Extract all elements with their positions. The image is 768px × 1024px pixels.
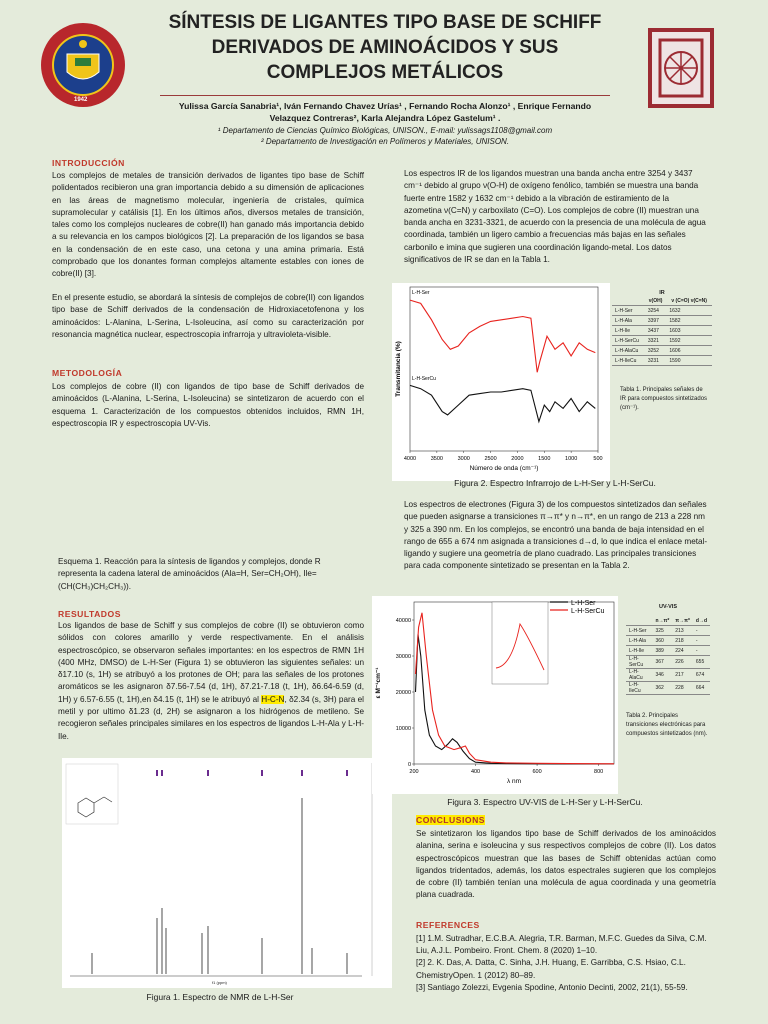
y-tick-label: 20000 [395,690,411,696]
ir-table-cell: L-H-SerCu [612,336,645,346]
ir-table-cell: L-H-Ala [612,316,645,326]
uv-table-cell: - [693,646,710,656]
y-tick-label: 30000 [395,654,411,660]
uv-paragraph: Los espectros de electrones (Figura 3) de los compuestos sintetizados dan señales que pueden asignarse a transiciones π→π* y n→π*, en un rango de 213 a 228 nm y 325 a 390 nm. En los complejos, se encontró una banda de baja intensidad en el rango de 655 a 674 nm asignada a transiciones d→d, lo que indica el enlace metal-ligando y sugiere una geometría de plano cuadrado. Las principales transiciones para cada componente sintetizado se presentan en la Tabla 2. [404,500,708,571]
uv-table-row [626,682,710,695]
uv-table-column-header: n→π* [652,616,672,626]
x-tick-label: 1000 [565,456,578,462]
intro-paragraph-2: En el presente estudio, se abordará la síntesis de complejos de cobre(II) con ligandos tipo base de Schiff derivados de la condensación de Hidroxiacetofenona y los aminoácidos: L-Alanina, L-Serina, L-Isoleucina, así como su caracterización por resonancia magnética nuclear, espectroscopia infrarroja y ultravioleta-visible. [52,293,364,339]
figure-1-axis-label: f1 (ppm) [212,980,227,985]
reference-item: [3] Santiago Zolezzi, Evgenia Spodine, Antonio Decinti, 2002, 21(1), 55-59. [416,982,688,992]
conclusions-heading-text: CONCLUSIONS [416,815,486,825]
ir-table-row [612,346,712,356]
uv-table-cell: 362 [652,682,672,695]
figure-1-caption: Figura 1. Espectro de NMR de L-H-Ser [146,992,294,1002]
uv-table-cell: L-H-Ile [626,646,652,656]
intro-paragraph-1: Los complejos de metales de transición derivados de ligantes tipo base de Schiff polidentados recibieron una gran importancia debido a su dimensión de aplicaciones en las áreas de magnetismo molecular, ingeniería de cristales, química supramolecular y catálisis [1]. En los últimos años, diversos metales de transición, tales como los complejos nucleares de cobre(II) han ganado más importancia debido a su relevancia en los campos biológicos [2]. La preparación de los ligandos se basa en la condensación de en este caso, una cetona y una amina primaria. Está comprobado que los donantes forman complejos altamente estables con iones de cobre(II) [3]. [52,171,364,279]
x-tick-label: 1500 [538,456,551,462]
table-1-grid [612,296,712,366]
uv-table-cell: 224 [672,646,693,656]
uv-table-cell: - [693,626,710,636]
results-text-part-1: Los ligandos de base de Schiff y sus complejos de cobre (II) se obtuvieron como sólidos con colores amarillo y verde respectivamente. En el análisis espectroscópico, se observaron señales importantes: en los espectros de RMN 1H (400 MHz, DMSO) de L-H-Ser (Figura 1) se obtuvieron las siguientes señales: un δ17.10 (s, 1H) se atribuyó a los protones de OH; para las señales de los protones aromáticos se les asignaron δ7.56-7.54 (d, 1H), δ7.21-7.18 (t, 1H), δ6.64-6.59 (d, 1H) y 6.57-6.55 (t, 1H),en δ4.15 (t, 1H) se le atribuyó al [58,621,364,704]
conclusions-paragraph: Se sintetizaron los ligandos tipo base de Schiff derivados de los aminoácidos alanina, serina e isoleucina y sus respectivos complejos de cobre (II). Los datos espectroscópicos muestran que las bases de Schiff obtenidas actúan como ligandos tridentados, además, los datos espectrales sugieren que los complejos de cobre (II) también tenían una molécula de agua coordinada y una geometría plana cuadrada. [416,829,716,900]
y-axis-label: ε M⁻¹cm⁻¹ [375,667,382,699]
reference-item: [2] 2. K. Das, A. Datta, C. Sinha, J.H. Huang, E. Garribba, C.S. Hsiao, C.L. ChemistryOpen. 1 (2012) 80–89. [416,958,686,980]
ir-table-cell: 3437 [645,326,667,336]
x-axis-label: λ nm [506,778,522,785]
ir-table-cell: 1590 [666,356,712,366]
affiliations [140,125,630,147]
uv-table-cell: L-H-Ala [626,636,652,646]
results-heading: RESULTADOS [58,609,121,619]
ir-table-cell: 3231 [645,356,667,366]
title-divider [160,95,610,96]
ir-table-row [612,326,712,336]
table-2-caption: Tabla 2. Principales transiciones electrónicas para compuestos sintetizados (nm). [626,713,708,737]
references-list [416,933,716,994]
uv-table-cell: 228 [672,682,693,695]
uv-table-column-header: d→d [693,616,710,626]
uv-table-cell: 226 [672,656,693,669]
plot-frame [410,287,598,451]
results-highlight: H-C-N [261,694,285,704]
table-2-grid [626,616,710,695]
uv-table-row [626,669,710,682]
authors-line-2: Velazquez Contreras², Karla Alejandra López Gastelum¹ . [269,113,501,123]
x-tick-label: 2000 [511,456,524,462]
results-paragraph [58,620,364,743]
method-paragraph: Los complejos de cobre (II) con ligandos de tipo base de Schiff derivados de aminoácidos (L-Alanina, L-Serina, L-Isoleucina) se sintetizaron de acuerdo con el esquema 1. Caracterización de los compuestos obtenidos incluidos, RMN 1H, espectroscopia IR y espectroscopia UV-Vis. [52,382,364,428]
logo-left-seal [40,22,126,108]
series-line [410,300,595,372]
series-line [410,385,595,421]
ir-table-cell: 1632 [666,306,712,316]
affiliation-2: ² Departamento de Investigación en Polímeros y Materiales, UNISON. [260,137,510,146]
ir-table-cell: 3252 [645,346,667,356]
x-tick-label: 500 [593,456,603,462]
ir-table-cell: 3397 [645,316,667,326]
scheme-1-area [52,438,364,550]
logo-right-emblem [648,28,714,108]
uv-table-cell: 664 [693,682,710,695]
uv-table-cell: 217 [672,669,693,682]
uv-table-row [626,636,710,646]
x-tick-label: 200 [409,769,419,775]
scheme-1-caption: Esquema 1. Reacción para la síntesis de ligandos y complejos, donde R representa la cadena lateral de aminoácidos (Ala=H, Ser=CH₂OH), Ile=(CH(CH₃)CH₂CH₃)). [58,557,321,591]
ir-table-row [612,316,712,326]
authors [140,100,630,124]
uv-table-row [626,626,710,636]
method-heading: METODOLOGÍA [52,368,123,378]
table-1-title: IR [659,290,665,296]
ir-table-row [612,336,712,346]
uv-table-cell: 213 [672,626,693,636]
table-2-uv [626,604,710,695]
x-tick-label: 400 [470,769,481,775]
ir-table-cell: 1582 [666,316,712,326]
legend-label: L-H-Ser [571,600,596,607]
ir-table-column-header: ν (C=O) ν(C=N) [666,296,712,306]
results-text-part-2: , δ2.34 (s, 3H) para el metil y por ultimo δ1.23 (d, 2H) se asignaron a los hidrógenos de metileno. Se recogieron señales principales similares en los espectros de ligandos L-H-Ala y L-H-Ile. [58,694,364,741]
uv-table-row [626,646,710,656]
figure-2-caption: Figura 2. Espectro Infrarrojo de L-H-Ser y L-H-SerCu. [454,478,656,488]
reference-item: [1] 1.M. Sutradhar, E.C.B.A. Alegria, T.R. Barman, M.F.C. Guedes da Silva, C.M. Liu, A.J.L. Pombeiro. Front. Chem. 8 (2020) 1–10. [416,934,707,956]
table-1-caption: Tabla 1. Principales señales de IR para compuestos sintetizados (cm⁻¹). [620,387,708,411]
authors-line-1: Yulissa García Sanabria¹, Iván Fernando Chavez Urías¹ , Fernando Rocha Alonzo¹ , Enrique Fernando [178,101,592,111]
uv-table-cell: L-H-AlaCu [626,669,652,682]
x-tick-label: 3500 [430,456,443,462]
ir-table-cell: 3321 [645,336,667,346]
uv-table-cell: 360 [652,636,672,646]
uv-table-row [626,656,710,669]
figure-3-uv-spectrum [372,596,618,794]
uv-table-cell: L-H-Ser [626,626,652,636]
poster-title: SÍNTESIS DE LIGANTES TIPO BASE DE SCHIFF DERIVADOS DE AMINOÁCIDOS Y SUS COMPLEJOS METÁLICOS [168,12,602,83]
figure-2-ir-spectrum [392,283,610,481]
uv-table-column-header: π→π* [672,616,693,626]
uv-table-cell: 655 [693,656,710,669]
series-label: L-H-Ser [412,290,430,296]
uv-table-cell: 389 [652,646,672,656]
table-1-ir [612,290,712,366]
x-tick-label: 600 [532,769,542,775]
x-tick-label: 800 [594,769,604,775]
uv-table-cell: L-H-SerCu [626,656,652,669]
x-tick-label: 2500 [484,456,497,462]
ir-table-row [612,356,712,366]
x-axis-label: Número de onda (cm⁻¹) [469,465,539,472]
logo-left-year: 1942 [74,97,88,103]
x-tick-label: 3000 [457,456,470,462]
ir-table-column-header [612,296,645,306]
inset-frame [492,602,548,684]
ir-table-cell: L-H-Ile [612,326,645,336]
y-axis-label: Transmitancia (%) [395,341,402,397]
uv-table-cell: 346 [652,669,672,682]
conclusions-heading [416,815,485,825]
y-tick-label: 10000 [395,726,411,732]
references-heading: REFERENCES [416,920,480,930]
legend-label: L-H-SerCu [571,608,605,615]
ir-table-row [612,306,712,316]
uv-table-cell: 367 [652,656,672,669]
ir-table-cell: 1603 [666,326,712,336]
table-2-title: UV-VIS [658,604,678,610]
figure-3-caption: Figura 3. Espectro UV-VIS de L-H-Ser y L-H-SerCu. [447,797,643,807]
y-tick-label: 0 [407,762,411,768]
uv-table-column-header [626,616,652,626]
ir-paragraph: Los espectros IR de los ligandos muestran una banda ancha entre 3254 y 3437 cm⁻¹ debido al grupo ν(O-H) de oxígeno fenólico, también se muestra una banda fuerte entre 1582 y 1632 cm⁻¹ debido a la vibración de estiramiento de la azometina ν(C=N) y carboxilato (C=O). Los complejos de cobre (II) muestran una banda ancha en 3231-3321, de acuerdo con la presencia de una molécula de agua coordinada, también un ligero cambio a frecuencias más bajas en las señales carbonilo e imina que sugieren una coordinación ligando-metal. Los datos significativos de IR se dan en la Tabla 1. [404,169,706,265]
y-tick-label: 40000 [395,618,411,624]
ir-table-cell: 3254 [645,306,667,316]
uv-table-cell: 674 [693,669,710,682]
ir-table-cell: 1592 [666,336,712,346]
ir-table-column-header: ν(OH) [645,296,667,306]
ir-table-cell: L-H-IleCu [612,356,645,366]
affiliation-1: ¹ Departamento de Ciencias Químico Biológicas, UNISON., E-mail: yulissags1108@gmail.com [217,126,553,135]
uv-table-cell: 325 [652,626,672,636]
intro-heading: INTRODUCCIÓN [52,158,125,168]
ir-table-cell: 1606 [666,346,712,356]
uv-table-cell: 218 [672,636,693,646]
ir-table-cell: L-H-Ser [612,306,645,316]
uv-table-cell: L-H-IleCu [626,682,652,695]
series-label: L-H-SerCu [412,376,436,382]
x-tick-label: 4000 [403,456,417,462]
ir-table-cell: L-H-AlaCu [612,346,645,356]
figure-1-nmr-spectrum [62,758,392,988]
uv-table-cell: - [693,636,710,646]
